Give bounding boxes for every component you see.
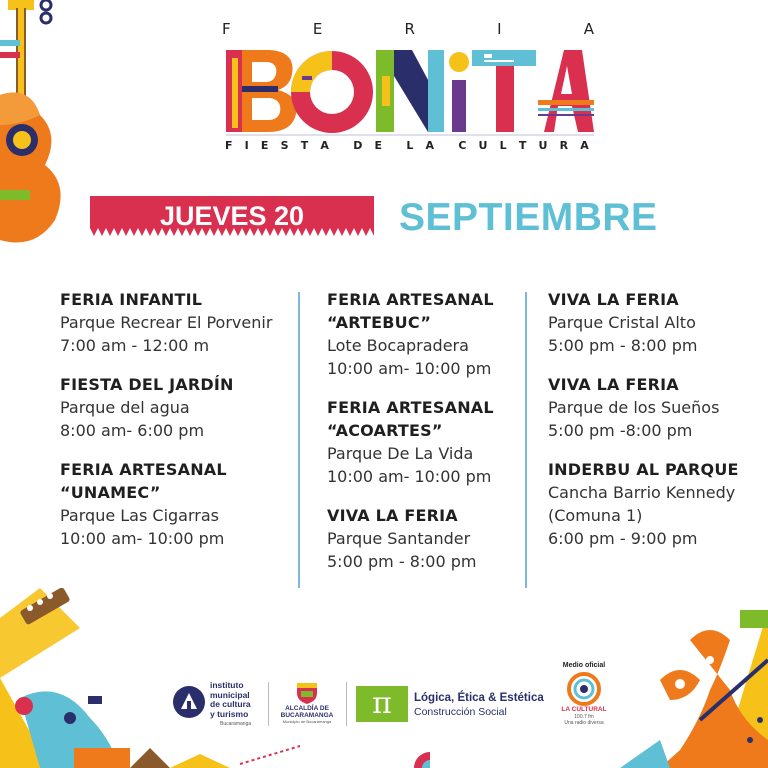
tagline-letter: A — [425, 139, 434, 152]
schedule-column-1 — [60, 288, 292, 566]
event-time: 10:00 am- 10:00 pm — [327, 359, 492, 378]
imct-name-line: y turismo — [210, 708, 249, 719]
event-block — [327, 288, 522, 380]
instrument-decoration-left — [0, 588, 130, 768]
event-venue: Parque Las Cigarras — [60, 506, 219, 525]
logica-line-1: Lógica, Ética & Estética — [414, 692, 544, 704]
event-block — [548, 373, 758, 442]
logica-etica-estetica-logo — [356, 686, 552, 726]
tagline-letter: U — [478, 139, 488, 152]
event-venue: Parque Recrear El Porvenir — [60, 313, 273, 332]
column-divider — [525, 292, 527, 588]
alcaldia-subtitle: Municipio de Bucaramanga — [282, 719, 332, 724]
radio-tagline: Una radio diversa — [564, 720, 604, 726]
feria-letter: F — [222, 20, 231, 38]
feria-letter: E — [312, 20, 323, 38]
imct-name-line: de cultura — [210, 699, 251, 709]
alcaldia-name-line: BUCARAMANGA — [280, 712, 334, 719]
logo-separator — [346, 682, 347, 726]
official-media-label: Medio oficial — [562, 662, 606, 669]
logica-line-2: Construcción Social — [414, 706, 507, 718]
event-time: 5:00 pm - 8:00 pm — [327, 552, 477, 571]
event-time: 10:00 am- 10:00 pm — [60, 529, 225, 548]
feria-letter: R — [404, 20, 415, 38]
event-title: “ARTEBUC” — [327, 313, 432, 332]
event-venue: Parque Cristal Alto — [548, 313, 696, 332]
event-venue: Parque Santander — [327, 529, 471, 548]
month-label: SEPTIEMBRE — [399, 196, 658, 239]
feria-letter: I — [497, 20, 502, 38]
pi-icon: π — [356, 686, 408, 722]
event-venue: Cancha Barrio Kennedy — [548, 483, 736, 502]
bonita-logo — [222, 46, 594, 136]
alcaldia-logo — [274, 681, 340, 731]
event-block — [327, 504, 522, 573]
imct-name-line: instituto — [210, 680, 244, 690]
event-block — [327, 396, 522, 488]
event-time: 10:00 am- 10:00 pm — [327, 467, 492, 486]
event-title: FERIA ARTESANAL — [327, 290, 494, 309]
feria-heading — [222, 20, 594, 38]
imct-name-line: municipal — [210, 689, 250, 700]
tagline-letter: E — [374, 139, 382, 152]
radio-name: LA CULTURAL — [561, 706, 607, 713]
radio-broadcast-icon — [567, 672, 601, 706]
logo-separator — [268, 682, 269, 726]
la-cultural-radio-logo — [556, 660, 612, 736]
event-venue: Lote Bocapradera — [327, 336, 469, 355]
feria-letter: A — [583, 20, 594, 38]
schedule-column-2 — [327, 288, 522, 589]
event-title: FERIA ARTESANAL — [60, 460, 227, 479]
pattern-strip-bottom — [130, 740, 430, 768]
alcaldia-name-line: ALCALDÍA DE — [285, 705, 329, 712]
event-venue: Parque del agua — [60, 398, 190, 417]
event-title: INDERBU AL PARQUE — [548, 460, 739, 479]
tagline-letter: U — [538, 139, 548, 152]
tagline-letter: F — [225, 139, 233, 152]
event-block — [548, 458, 758, 550]
event-title: “ACOARTES” — [327, 421, 443, 440]
event-title: VIVA LA FERIA — [548, 290, 679, 309]
tagline-letter: R — [559, 139, 569, 152]
tagline-letter: T — [300, 139, 309, 152]
radio-frequency: 100.7 fm — [574, 714, 594, 720]
event-time: 6:00 pm - 9:00 pm — [548, 529, 698, 548]
event-time: 5:00 pm - 8:00 pm — [548, 336, 698, 355]
coat-of-arms-icon — [294, 681, 320, 705]
schedule-column-3 — [548, 288, 758, 566]
imct-logo — [172, 681, 262, 731]
tagline-letter: L — [499, 139, 507, 152]
tagline-letter: I — [244, 139, 249, 152]
column-divider — [298, 292, 300, 588]
instrument-decoration-right — [600, 600, 768, 768]
event-title: FERIA ARTESANAL — [327, 398, 494, 417]
event-title: FIESTA DEL JARDÍN — [60, 375, 234, 394]
event-title: VIVA LA FERIA — [548, 375, 679, 394]
event-venue: Parque De La Vida — [327, 444, 474, 463]
event-time: 8:00 am- 6:00 pm — [60, 421, 205, 440]
tagline-letter: A — [580, 139, 589, 152]
tagline-letter: S — [280, 139, 289, 152]
event-venue: Parque de los Sueños — [548, 398, 720, 417]
event-time: 7:00 am - 12:00 m — [60, 336, 210, 355]
event-venue: (Comuna 1) — [548, 506, 643, 525]
event-block — [60, 458, 292, 550]
imct-city: Bucaramanga — [220, 721, 252, 727]
event-title: “UNAMEC” — [60, 483, 161, 502]
event-time: 5:00 pm -8:00 pm — [548, 421, 693, 440]
event-title: VIVA LA FERIA — [327, 506, 458, 525]
guitar-decoration — [0, 0, 80, 250]
tagline-letter: L — [406, 139, 414, 152]
event-block — [548, 288, 758, 357]
tagline-letter: A — [320, 139, 329, 152]
event-title: FERIA INFANTIL — [60, 290, 203, 309]
tagline-letter: C — [458, 139, 467, 152]
imct-emblem-icon — [172, 685, 206, 719]
tagline-letter: E — [260, 139, 269, 152]
tagline-letter: T — [518, 139, 527, 152]
fiesta-de-la-cultura-tagline — [225, 139, 589, 152]
event-block — [60, 373, 292, 442]
day-label: JUEVES 20 — [159, 200, 305, 231]
event-block — [60, 288, 292, 357]
tagline-letter: D — [353, 139, 363, 152]
